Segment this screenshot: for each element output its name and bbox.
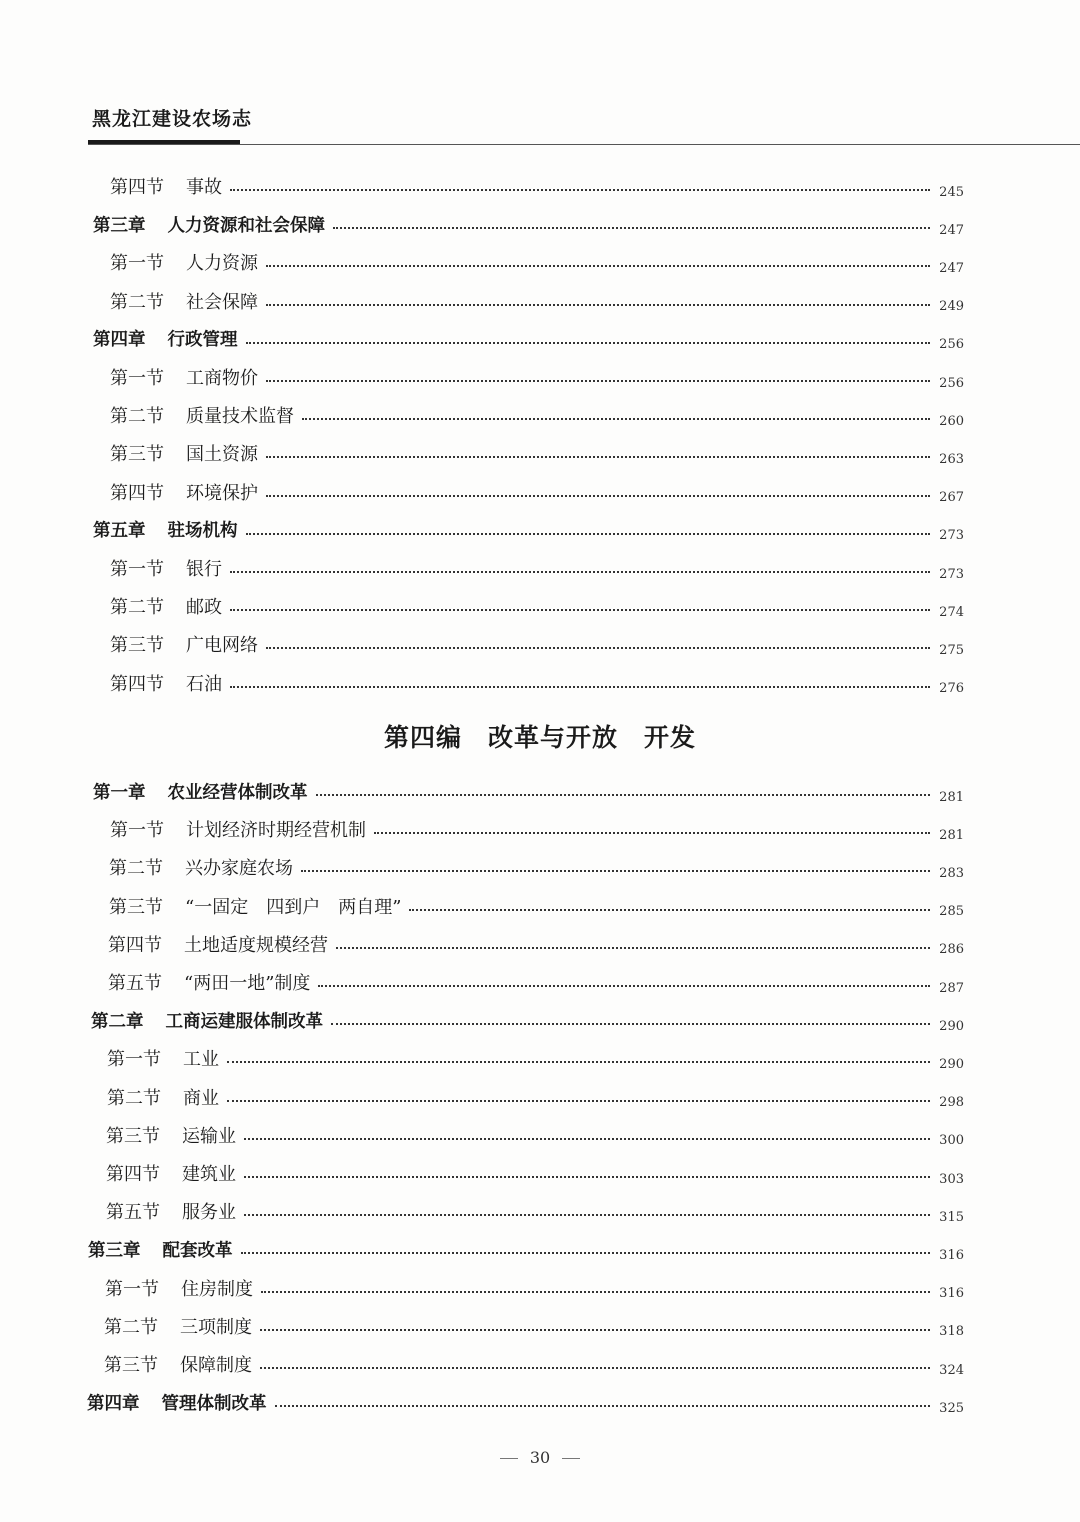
- toc-entry-page: 300: [939, 1133, 964, 1149]
- toc-entry-title: 邮政: [186, 597, 222, 619]
- toc-entry-number: 第五节: [108, 973, 162, 994]
- toc-section-entry: [107, 1082, 964, 1112]
- toc-chapter-entry: [88, 1234, 964, 1264]
- toc-entry-number: 第一节: [110, 368, 164, 389]
- toc-entry-page: 290: [939, 1018, 964, 1034]
- toc-section-entry: [110, 400, 964, 430]
- toc-entry-page: 283: [939, 865, 964, 881]
- toc-entry-number: 第一章: [93, 782, 146, 803]
- toc-section-entry: [104, 1349, 964, 1379]
- toc-leader-dots: [266, 265, 930, 267]
- toc-entry-page: 276: [939, 681, 964, 697]
- toc-entry-page: 324: [939, 1362, 964, 1378]
- toc-entry-page: 316: [939, 1286, 964, 1302]
- toc-entry-title: 保障制度: [180, 1355, 252, 1376]
- toc-entry-title: 管理体制改革: [161, 1393, 267, 1414]
- toc-entry-number: 第三节: [109, 896, 163, 918]
- toc-entry-title: 工商物价: [186, 368, 258, 389]
- toc-entry-title: 服务业: [182, 1202, 236, 1224]
- toc-entry-page: 263: [939, 451, 964, 467]
- toc-leader-dots: [244, 1138, 930, 1140]
- toc-entry-page: 298: [939, 1095, 964, 1111]
- toc-entry-number: 第五章: [93, 521, 146, 542]
- toc-entry-page: 249: [939, 299, 964, 315]
- page-number: 30: [529, 1448, 551, 1467]
- toc-entry-number: 第五节: [106, 1202, 160, 1224]
- toc-entry-number: 第三章: [88, 1240, 141, 1261]
- toc-entry-number: 第二节: [107, 1087, 161, 1109]
- toc-section-entry: [108, 929, 964, 959]
- toc-entry-title: “两田一地”制度: [184, 973, 311, 994]
- toc-leader-dots: [266, 304, 930, 306]
- toc-entry-title: 行政管理: [167, 330, 238, 351]
- toc-chapter-entry: [93, 776, 964, 806]
- toc-entry-number: 第四节: [106, 1164, 160, 1185]
- toc-entry-title: 土地适度规模经营: [184, 934, 328, 956]
- toc-section-entry: [106, 1120, 964, 1150]
- toc-leader-dots: [409, 909, 930, 911]
- toc-entry-number: 第三节: [104, 1355, 158, 1376]
- toc-leader-dots: [374, 832, 930, 834]
- toc-entry-number: 第四节: [108, 934, 162, 956]
- toc-leader-dots: [230, 189, 930, 191]
- toc-entry-title: 工商运建服体制改革: [165, 1011, 323, 1032]
- toc-entry-page: 315: [939, 1209, 964, 1225]
- toc-leader-dots: [275, 1405, 931, 1407]
- toc-entry-number: 第一节: [110, 820, 164, 842]
- toc-leader-dots: [261, 1291, 930, 1293]
- toc-entry-page: 267: [939, 490, 964, 506]
- toc-entry-number: 第二节: [109, 858, 163, 880]
- toc-leader-dots: [336, 947, 930, 949]
- toc-entry-title: 环境保护: [186, 482, 258, 504]
- toc-entry-page: 260: [939, 413, 964, 429]
- toc-entry-title: 工业: [183, 1049, 219, 1071]
- toc-entry-title: 银行: [186, 559, 222, 580]
- toc-section-entry: [105, 1273, 964, 1303]
- toc-section-entry: [107, 1043, 964, 1073]
- toc-entry-title: 社会保障: [186, 291, 258, 313]
- toc-section-entry: [110, 362, 964, 392]
- toc-entry-number: 第一节: [107, 1049, 161, 1071]
- toc-entry-number: 第二节: [110, 291, 164, 313]
- toc-entry-page: 286: [939, 942, 964, 958]
- toc-section-entry: [110, 668, 964, 698]
- toc-leader-dots: [227, 1100, 930, 1102]
- toc-section-entry: [110, 171, 964, 201]
- toc-leader-dots: [301, 870, 930, 872]
- toc-entry-title: “一固定 四到户 两自理”: [185, 896, 402, 918]
- toc-entry-title: 建筑业: [182, 1164, 236, 1185]
- toc-leader-dots: [230, 571, 930, 573]
- toc-entry-title: 人力资源和社会保障: [167, 215, 325, 236]
- toc-entry-title: 质量技术监督: [186, 406, 294, 428]
- toc-leader-dots: [316, 794, 931, 796]
- toc-section-entry: [110, 591, 964, 621]
- toc-section-entry: [109, 891, 964, 921]
- footer-dash-left: [500, 1458, 518, 1459]
- toc-entry-number: 第三节: [110, 444, 164, 466]
- page-footer: [0, 1448, 1080, 1467]
- toc-section-entry: [110, 286, 964, 316]
- toc-leader-dots: [266, 456, 930, 458]
- toc-leader-dots: [246, 533, 931, 535]
- toc-entry-page: 247: [939, 260, 964, 276]
- toc-entry-page: 318: [939, 1324, 964, 1340]
- toc-entry-title: 计划经济时期经营机制: [186, 820, 366, 842]
- toc-entry-number: 第四章: [87, 1393, 140, 1414]
- toc-chapter-entry: [91, 1005, 964, 1035]
- toc-section-entry: [104, 1311, 964, 1341]
- toc-entry-number: 第四节: [110, 177, 164, 198]
- toc-entry-title: 石油: [186, 673, 222, 695]
- toc-leader-dots: [244, 1176, 930, 1178]
- toc-section-entry: [110, 438, 964, 468]
- header-rule-thin: [88, 144, 1080, 145]
- toc-entry-title: 三项制度: [180, 1316, 252, 1338]
- toc-entry-title: 国土资源: [186, 444, 258, 466]
- toc-leader-dots: [244, 1214, 930, 1216]
- footer-dash-right: [562, 1458, 580, 1459]
- toc-entry-title: 配套改革: [162, 1240, 233, 1261]
- toc-entry-title: 商业: [183, 1087, 219, 1109]
- toc-entry-title: 农业经营体制改革: [167, 782, 308, 803]
- toc-leader-dots: [260, 1329, 930, 1331]
- toc-section-entry: [106, 1158, 964, 1188]
- toc-leader-dots: [266, 495, 930, 497]
- toc-entry-number: 第二节: [110, 406, 164, 428]
- toc-section-entry: [108, 967, 964, 997]
- toc-section-entry: [110, 553, 964, 583]
- toc-entry-page: 303: [939, 1171, 964, 1187]
- toc-entry-number: 第一节: [105, 1278, 159, 1300]
- toc-entry-title: 广电网络: [186, 635, 258, 657]
- toc-entry-number: 第三章: [93, 215, 146, 236]
- toc-section-entry: [110, 247, 964, 277]
- toc-entry-page: 287: [939, 980, 964, 996]
- toc-leader-dots: [230, 609, 930, 611]
- toc-leader-dots: [260, 1367, 930, 1369]
- toc-entry-number: 第一节: [110, 253, 164, 275]
- toc-entry-page: 285: [939, 904, 964, 920]
- toc-entry-number: 第四节: [110, 673, 164, 695]
- toc-entry-page: 316: [939, 1247, 964, 1263]
- toc-entry-page: 281: [939, 827, 964, 843]
- toc-entry-page: 273: [939, 528, 964, 544]
- toc-section-entry: [109, 852, 964, 882]
- toc-entry-page: 281: [939, 789, 964, 805]
- toc-entry-page: 245: [939, 184, 964, 200]
- toc-entry-page: 273: [939, 566, 964, 582]
- toc-chapter-entry: [93, 515, 964, 545]
- toc-section-entry: [110, 814, 964, 844]
- toc-entry-page: 274: [939, 604, 964, 620]
- toc-leader-dots: [331, 1023, 930, 1025]
- toc-leader-dots: [333, 227, 930, 229]
- toc-entry-page: 325: [939, 1400, 964, 1416]
- toc-section-entry: [110, 477, 964, 507]
- toc-leader-dots: [302, 418, 930, 420]
- toc-entry-title: 事故: [186, 177, 222, 198]
- toc-entry-title: 兴办家庭农场: [185, 858, 293, 880]
- toc-entry-page: 256: [939, 375, 964, 391]
- toc-leader-dots: [230, 686, 930, 688]
- toc-entry-page: 290: [939, 1056, 964, 1072]
- toc-entry-number: 第三节: [106, 1125, 160, 1147]
- toc-section-entry: [110, 629, 964, 659]
- toc-entry-page: 275: [939, 642, 964, 658]
- toc-entry-number: 第四章: [93, 330, 146, 351]
- toc-entry-page: 256: [939, 337, 964, 353]
- toc-leader-dots: [266, 647, 930, 649]
- toc-entry-page: 247: [939, 222, 964, 238]
- toc-chapter-entry: [87, 1387, 964, 1417]
- toc-leader-dots: [318, 985, 930, 987]
- toc-section-entry: [106, 1196, 964, 1226]
- running-header: 黑龙江建设农场志: [92, 108, 253, 130]
- toc-chapter-entry: [93, 209, 964, 239]
- toc-entry-title: 驻场机构: [167, 521, 238, 542]
- toc-entry-number: 第二节: [110, 597, 164, 619]
- toc-chapter-entry: [93, 324, 964, 354]
- toc-leader-dots: [246, 342, 931, 344]
- toc-entry-title: 住房制度: [181, 1278, 253, 1300]
- toc-entry-number: 第一节: [110, 559, 164, 580]
- toc-entry-number: 第二章: [91, 1011, 144, 1032]
- toc-entry-number: 第四节: [110, 482, 164, 504]
- toc-entry-title: 运输业: [182, 1125, 236, 1147]
- toc-leader-dots: [266, 380, 930, 382]
- toc-entry-number: 第二节: [104, 1316, 158, 1338]
- part-title: 第四编 改革与开放 开发: [383, 723, 696, 752]
- toc-entry-number: 第三节: [110, 635, 164, 657]
- toc-leader-dots: [241, 1252, 931, 1254]
- toc-leader-dots: [227, 1061, 930, 1063]
- toc-entry-title: 人力资源: [186, 253, 258, 275]
